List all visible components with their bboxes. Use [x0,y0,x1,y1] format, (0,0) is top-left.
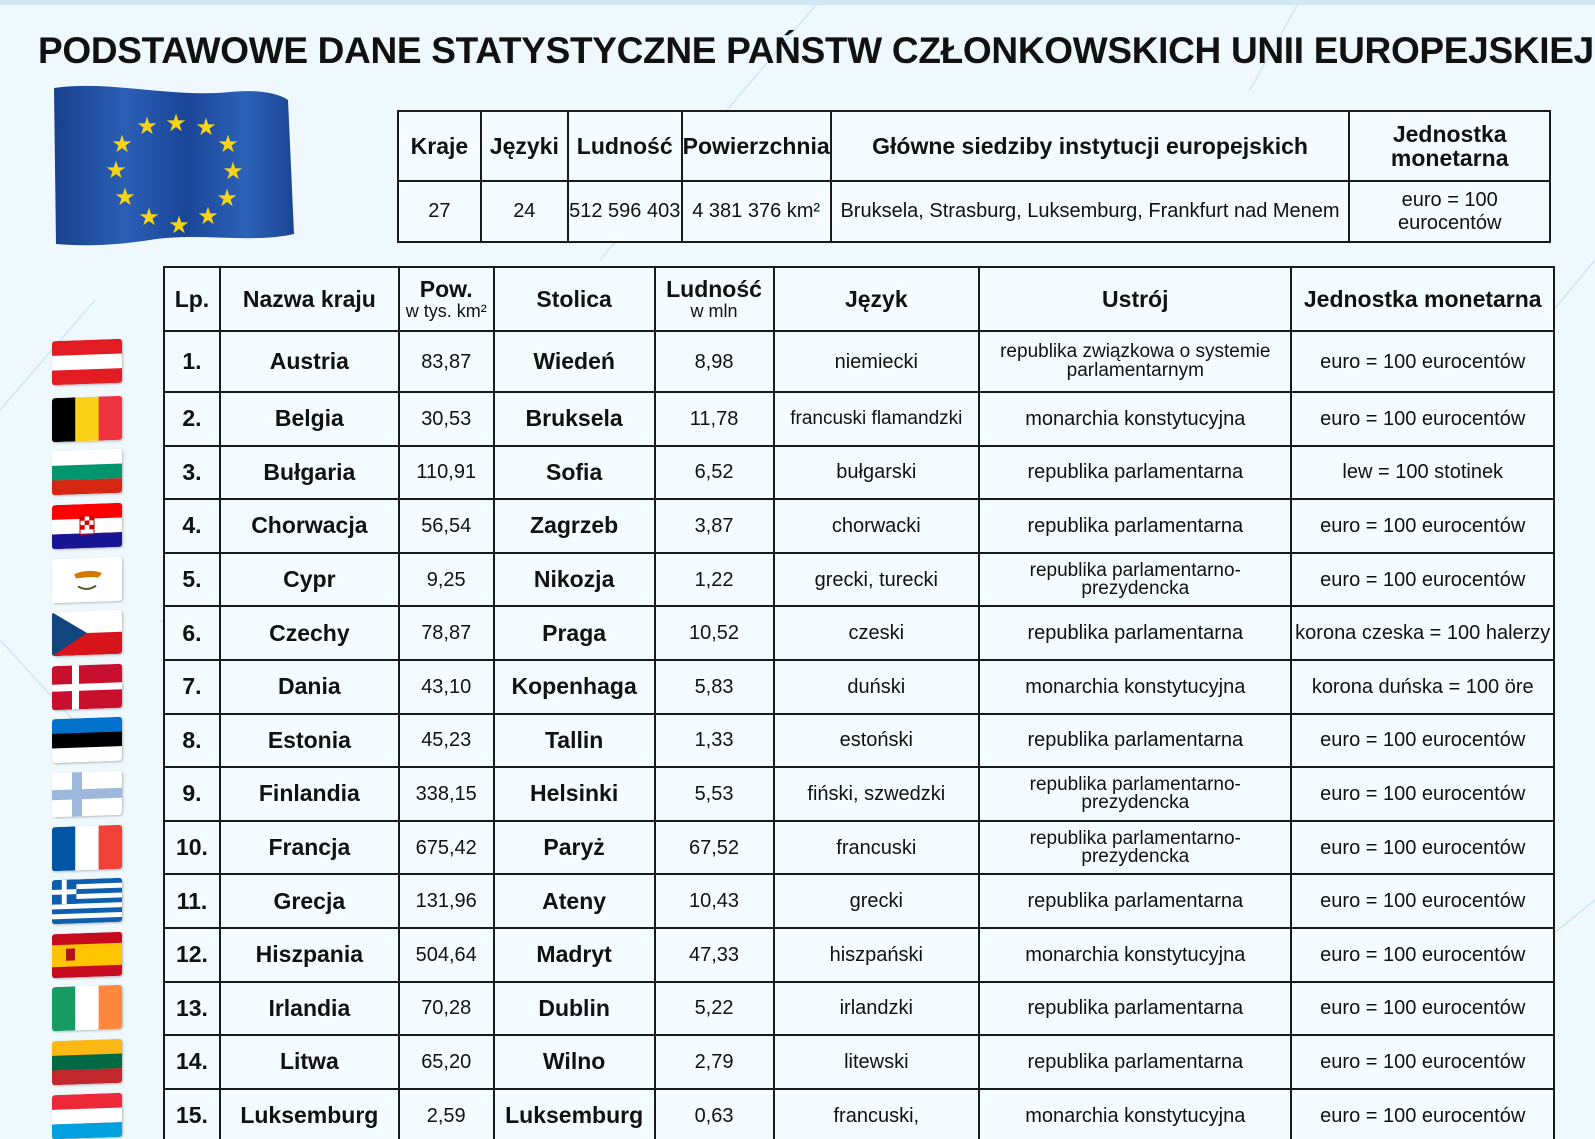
capital-name: Bruksela [494,392,655,446]
summary-header-languages: Języki [481,111,568,181]
summary-header-row [398,111,1550,181]
currency-value: euro = 100 eurocentów [1291,1035,1554,1089]
currency-value: euro = 100 eurocentów [1291,553,1554,607]
area-value: 65,20 [399,1035,494,1089]
system-value: republika parlamentarna [979,499,1291,553]
country-name: Estonia [220,714,399,768]
svg-text:★: ★ [222,157,244,185]
flag-estonia-icon [52,717,122,763]
country-name: Finlandia [220,767,399,821]
currency-value: euro = 100 eurocentów [1291,821,1554,875]
header-area [399,267,494,331]
language-value: litewski [774,1035,980,1089]
currency-value: euro = 100 eurocentów [1291,499,1554,553]
capital-name: Helsinki [494,767,655,821]
header-population-label: Ludność [666,276,762,303]
table-row [164,392,1554,446]
language-value: francuski flamandzki [774,392,980,446]
row-number: 11. [164,874,220,928]
language-value: grecki [774,874,980,928]
language-value: francuski, [774,1089,980,1139]
summary-value-area: 4 381 376 km² [682,181,831,242]
flag-finland-icon [52,771,122,817]
currency-value: euro = 100 eurocentów [1291,392,1554,446]
language-value: hiszpański [774,928,980,982]
area-value: 2,59 [399,1089,494,1139]
system-value: republika parlamentarna [979,606,1291,660]
summary-header-area: Powierzchnia [682,111,831,181]
table-row [164,982,1554,1036]
header-system: Ustrój [979,267,1291,331]
flag-cyprus-icon [52,556,122,602]
header-area-label: Pow. [419,276,473,303]
header-language: Język [774,267,980,331]
svg-text:★: ★ [195,113,217,141]
system-value: monarchia konstytucyjna [979,392,1291,446]
row-number: 5. [164,553,220,607]
capital-name: Zagrzeb [494,499,655,553]
svg-text:★: ★ [138,203,160,231]
system-value: monarchia konstytucyjna [979,660,1291,714]
country-name: Irlandia [220,982,399,1036]
area-value: 43,10 [399,660,494,714]
capital-name: Tallin [494,714,655,768]
row-number: 15. [164,1089,220,1139]
system-value: monarchia konstytucyjna [979,1089,1291,1139]
flag-belgium-icon [52,396,122,442]
row-number: 13. [164,982,220,1036]
population-value: 8,98 [655,331,774,392]
currency-value: euro = 100 eurocentów [1291,982,1554,1036]
area-value: 45,23 [399,714,494,768]
page-title: PODSTAWOWE DANE STATYSTYCZNE PAŃSTW CZŁONKOWSKICH UNII EUROPEJSKIEJ [38,30,1594,71]
summary-value-row [398,181,1550,242]
country-name: Belgia [220,392,399,446]
flag-luxembourg-icon [52,1092,122,1138]
country-name: Luksemburg [220,1089,399,1139]
header-area-unit: w tys. km² [405,300,487,321]
summary-header-population: Ludność [568,111,682,181]
flag-lithuania-icon [52,1039,122,1085]
population-value: 0,63 [655,1089,774,1139]
flag-czechia-icon [52,610,122,656]
row-number: 14. [164,1035,220,1089]
country-name: Czechy [220,606,399,660]
header-country-name: Nazwa kraju [220,267,399,331]
row-number: 4. [164,499,220,553]
flag-denmark-icon [52,664,122,710]
svg-text:★: ★ [114,183,136,211]
summary-value-currency: euro = 100 eurocentów [1349,181,1550,242]
capital-name: Sofia [494,446,655,500]
summary-value-countries: 27 [398,181,481,242]
table-row [164,553,1554,607]
area-value: 78,87 [399,606,494,660]
area-value: 56,54 [399,499,494,553]
capital-name: Wiedeń [494,331,655,392]
language-value: irlandzki [774,982,980,1036]
header-lp: Lp. [164,267,220,331]
currency-value: korona duńska = 100 öre [1291,660,1554,714]
country-name: Hiszpania [220,928,399,982]
svg-text:★: ★ [216,184,238,212]
system-value: republika parlamentarna [979,446,1291,500]
row-number: 10. [164,821,220,875]
capital-name: Kopenhaga [494,660,655,714]
summary-value-languages: 24 [481,181,568,242]
flag-ireland-icon [52,985,122,1031]
capital-name: Wilno [494,1035,655,1089]
country-name: Dania [220,660,399,714]
capital-name: Paryż [494,821,655,875]
language-value: grecki, turecki [774,553,980,607]
population-value: 1,22 [655,553,774,607]
currency-value: euro = 100 eurocentów [1291,714,1554,768]
table-row [164,606,1554,660]
header-population-unit: w mln [690,300,738,321]
capital-name: Luksemburg [494,1089,655,1139]
population-value: 5,53 [655,767,774,821]
population-value: 1,33 [655,714,774,768]
table-row [164,1035,1554,1089]
population-value: 5,83 [655,660,774,714]
countries-table [163,266,1555,1139]
area-value: 338,15 [399,767,494,821]
population-value: 47,33 [655,928,774,982]
area-value: 504,64 [399,928,494,982]
capital-name: Praga [494,606,655,660]
system-value: monarchia konstytucyjna [979,928,1291,982]
row-number: 12. [164,928,220,982]
currency-value: euro = 100 eurocentów [1291,874,1554,928]
summary-header-currency: Jednostka monetarna [1349,111,1550,181]
header-population [655,267,774,331]
table-row [164,821,1554,875]
population-value: 67,52 [655,821,774,875]
row-number: 9. [164,767,220,821]
language-value: estoński [774,714,980,768]
svg-text:★: ★ [168,211,190,239]
currency-value: euro = 100 eurocentów [1291,1089,1554,1139]
area-value: 9,25 [399,553,494,607]
svg-text:★: ★ [111,130,133,158]
flag-austria-icon [52,338,122,384]
summary-table [397,110,1551,243]
header-capital: Stolica [494,267,655,331]
summary-header-countries: Kraje [398,111,481,181]
area-value: 110,91 [399,446,494,500]
flag-croatia-icon [52,503,122,549]
summary-value-seats: Bruksela, Strasburg, Luksemburg, Frankfurt nad Menem [831,181,1350,242]
system-value: republika parlamentarno-prezydencka [979,821,1291,875]
table-row [164,446,1554,500]
flag-bulgaria-icon [52,449,122,495]
table-row [164,499,1554,553]
summary-value-population: 512 596 403 [568,181,682,242]
country-name: Litwa [220,1035,399,1089]
svg-text:★: ★ [105,156,127,184]
population-value: 5,22 [655,982,774,1036]
language-value: bułgarski [774,446,980,500]
population-value: 2,79 [655,1035,774,1089]
country-name: Bułgaria [220,446,399,500]
system-value: republika parlamentarna [979,982,1291,1036]
svg-text:★: ★ [217,130,239,158]
system-value: republika parlamentarna [979,874,1291,928]
flag-greece-icon [52,878,122,924]
table-row [164,331,1554,392]
population-value: 10,43 [655,874,774,928]
svg-text:★: ★ [197,202,219,230]
area-value: 675,42 [399,821,494,875]
country-name: Cypr [220,553,399,607]
area-value: 83,87 [399,331,494,392]
system-value: republika parlamentarna [979,1035,1291,1089]
country-name: Chorwacja [220,499,399,553]
table-row [164,928,1554,982]
currency-value: euro = 100 eurocentów [1291,767,1554,821]
svg-text:★: ★ [165,109,187,137]
area-value: 70,28 [399,982,494,1036]
system-value: republika parlamentarno-prezydencka [979,553,1291,607]
capital-name: Dublin [494,982,655,1036]
row-number: 1. [164,331,220,392]
population-value: 10,52 [655,606,774,660]
currency-value: euro = 100 eurocentów [1291,331,1554,392]
country-name: Austria [220,331,399,392]
capital-name: Nikozja [494,553,655,607]
flag-spain-icon [52,932,122,978]
area-value: 131,96 [399,874,494,928]
row-number: 7. [164,660,220,714]
currency-value: lew = 100 stotinek [1291,446,1554,500]
row-number: 8. [164,714,220,768]
capital-name: Ateny [494,874,655,928]
eu-flag-icon [50,84,296,250]
system-value: republika parlamentarna [979,714,1291,768]
header-currency: Jednostka monetarna [1291,267,1554,331]
country-name: Francja [220,821,399,875]
table-row [164,714,1554,768]
table-row [164,660,1554,714]
system-value: republika parlamentarno-prezydencka [979,767,1291,821]
language-value: fiński, szwedzki [774,767,980,821]
capital-name: Madryt [494,928,655,982]
system-value: republika związkowa o systemie parlamentarnym [979,331,1291,392]
area-value: 30,53 [399,392,494,446]
language-value: chorwacki [774,499,980,553]
row-number: 6. [164,606,220,660]
language-value: niemiecki [774,331,980,392]
row-number: 2. [164,392,220,446]
language-value: francuski [774,821,980,875]
flag-france-icon [52,824,122,870]
population-value: 6,52 [655,446,774,500]
table-row [164,1089,1554,1139]
table-row [164,767,1554,821]
currency-value: euro = 100 eurocentów [1291,928,1554,982]
row-number: 3. [164,446,220,500]
language-value: duński [774,660,980,714]
top-bar [0,0,1595,5]
language-value: czeski [774,606,980,660]
svg-text:★: ★ [136,112,158,140]
table-row [164,874,1554,928]
population-value: 3,87 [655,499,774,553]
population-value: 11,78 [655,392,774,446]
country-name: Grecja [220,874,399,928]
currency-value: korona czeska = 100 halerzy [1291,606,1554,660]
summary-header-seats: Główne siedziby instytucji europejskich [831,111,1350,181]
countries-header-row [164,267,1554,331]
